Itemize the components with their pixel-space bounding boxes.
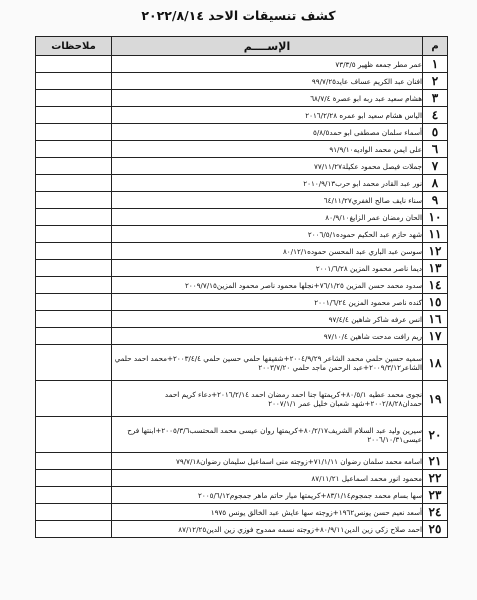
row-number: ١٨ (423, 345, 448, 381)
header-name: الإســــم (112, 37, 423, 56)
row-notes (36, 192, 112, 209)
table-row (36, 124, 448, 141)
row-name: ديما ناصر محمود المزين ٢٠٠١/٦/٢٨ (112, 260, 423, 277)
row-notes (36, 175, 112, 192)
row-notes (36, 345, 112, 381)
row-name: سيرين وليد عبد السلام الشريف٨٠/٢/١٧+كريمتها روان عيسى محمد المحتسب٢٠٠٥/٣/٦+ابنتها فرح عيسى٢٠٠٦/١٠/٣١ (112, 417, 423, 453)
row-number: ١٧ (423, 328, 448, 345)
row-notes (36, 56, 112, 73)
header-notes: ملاحظات (36, 37, 112, 56)
row-number: ٦ (423, 141, 448, 158)
row-name: عمر مطر جمعه ظهير ٧٣/٣/٥ (112, 56, 423, 73)
row-notes (36, 311, 112, 328)
row-notes (36, 294, 112, 311)
table-row (36, 417, 448, 453)
table-body (36, 56, 448, 538)
row-number: ١٩ (423, 381, 448, 417)
table-row (36, 328, 448, 345)
row-number: ١٣ (423, 260, 448, 277)
row-number: ٥ (423, 124, 448, 141)
row-number: ٩ (423, 192, 448, 209)
row-notes (36, 158, 112, 175)
row-name: اسامه محمد سلمان رضوان ٧١/١/١١+زوجته منى اسماعيل سليمان رضوان٧٩/٧/١٨ (112, 453, 423, 470)
table-row (36, 453, 448, 470)
row-name: سها بسام محمد جمجوم٨٣/١/١٤+كريمتها ميار حاتم ماهر جمجوم٢٠٠٥/٦/١٢ (112, 487, 423, 504)
row-notes (36, 124, 112, 141)
row-number: ٢٥ (423, 521, 448, 538)
row-name: على ايمن محمد الواديه٩١/٩/١٠ (112, 141, 423, 158)
row-name: أسعد نعيم حسن يونس١٩٦٢+زوجته سها عايش عبد الخالق يونس ١٩٧٥ (112, 504, 423, 521)
row-number: ٧ (423, 158, 448, 175)
row-name: هشام سعيد عبد ربه ابو عصرة ٦٨/٧/٤ (112, 90, 423, 107)
row-name: سناء نايف صالح الغفري٦٤/١١/٢٧ (112, 192, 423, 209)
row-notes (36, 328, 112, 345)
table-row (36, 192, 448, 209)
table-row (36, 521, 448, 538)
row-name: شهد حازم عبد الحكيم حموده٢٠٠٦/٥/١ (112, 226, 423, 243)
table-row (36, 311, 448, 328)
row-notes (36, 209, 112, 226)
row-name: نور عبد القادر محمد ابو حرب٢٠١٠/٩/١٣ (112, 175, 423, 192)
row-notes (36, 243, 112, 260)
table-row (36, 277, 448, 294)
row-notes (36, 141, 112, 158)
row-number: ١٠ (423, 209, 448, 226)
table-row (36, 90, 448, 107)
row-number: ١٦ (423, 311, 448, 328)
table-row (36, 243, 448, 260)
row-notes (36, 90, 112, 107)
row-notes (36, 470, 112, 487)
row-name: الياس هشام سعيد ابو عمره ٢٠١٦/٢/٢٨ (112, 107, 423, 124)
row-name: نجوى محمد عطيه ٨٠/٥/١+كريمتها جنا احمد رمضان احمد ٢٠١٦/٢/١٤+دعاء كريم احمد حمدان٢٠٠٢/٨/٢٨+شهد شعبان خليل عمر ٢٠٠٧/١/١ (112, 381, 423, 417)
table-row (36, 345, 448, 381)
row-notes (36, 487, 112, 504)
table-row (36, 107, 448, 124)
table-row (36, 381, 448, 417)
row-name: محمود انور محمد اسماعيل ٨٧/١١/٢١ (112, 470, 423, 487)
table-row (36, 141, 448, 158)
row-number: ٨ (423, 175, 448, 192)
row-number: ١١ (423, 226, 448, 243)
row-name: احمد صلاح زكي زين الدين٨٠/٩/١١+زوجته نسمه ممدوح فوزي زين الدين٨٧/١٢/٢٥ (112, 521, 423, 538)
names-table (35, 36, 448, 538)
table-row (36, 294, 448, 311)
row-number: ٢٣ (423, 487, 448, 504)
table-row (36, 226, 448, 243)
row-number: ١٢ (423, 243, 448, 260)
table-row (36, 504, 448, 521)
row-name: جملات فيصل محمود عكيلة٧٧/١١/٢٧ (112, 158, 423, 175)
row-number: ٢٠ (423, 417, 448, 453)
row-name: افنان عبد الكريم عساف عايد٩٩/٧/٢٥ (112, 73, 423, 90)
table-row (36, 487, 448, 504)
row-notes (36, 417, 112, 453)
table-row (36, 175, 448, 192)
table-row (36, 260, 448, 277)
table-row (36, 209, 448, 226)
row-number: ١ (423, 56, 448, 73)
row-name: أسماء سلمان مصطفى ابو حمد٥/٨/٥ (112, 124, 423, 141)
table-row (36, 73, 448, 90)
row-notes (36, 73, 112, 90)
row-number: ٢٢ (423, 470, 448, 487)
row-notes (36, 453, 112, 470)
table-row (36, 158, 448, 175)
row-notes (36, 226, 112, 243)
row-number: ٢ (423, 73, 448, 90)
page-title: كشف تنسيقات الاحد ٢٠٢٢/٨/١٤ (141, 8, 336, 23)
header-number: م (423, 37, 448, 56)
row-name: سوسن عبد الباري عبد المحسن حموده٨٠/١٢/١ (112, 243, 423, 260)
row-notes (36, 381, 112, 417)
row-notes (36, 107, 112, 124)
row-number: ٤ (423, 107, 448, 124)
row-name: سدود محمد حسن المزين ٧٦/١/٢٥+نجلها محمود ناصر محمود المزين٢٠٠٩/٧/١٥ (112, 277, 423, 294)
row-notes (36, 521, 112, 538)
row-notes (36, 277, 112, 294)
row-number: ١٤ (423, 277, 448, 294)
row-notes (36, 504, 112, 521)
row-number: ٢١ (423, 453, 448, 470)
row-name: ريم رافت مدحت شاهين ٩٧/١٠/٤ (112, 328, 423, 345)
table-header-row (36, 37, 448, 56)
table-row (36, 470, 448, 487)
row-name: انس عرفه شاكر شاهين ٩٧/٤/٤ (112, 311, 423, 328)
row-number: ٣ (423, 90, 448, 107)
row-name: كنده ناصر محمود المزين ٢٠٠١/٦/٢٤ (112, 294, 423, 311)
row-name: سميه حسين حلمي محمد الشاعر ٢٠٠٤/٩/٢٩+شقيقها حلمي حسين حلمي ٢٠٠٣/٤/٤+محمد احمد حلمي الشاعر٢٠٠٩/٣/١٢+عبد الرحمن ماجد حلمي ٢٠٠٣/٧/٢٠ (112, 345, 423, 381)
row-number: ١٥ (423, 294, 448, 311)
row-notes (36, 260, 112, 277)
table-row (36, 56, 448, 73)
row-number: ٢٤ (423, 504, 448, 521)
row-name: الحان رمضان عمر الزايغ٨٠/٩/١٠ (112, 209, 423, 226)
